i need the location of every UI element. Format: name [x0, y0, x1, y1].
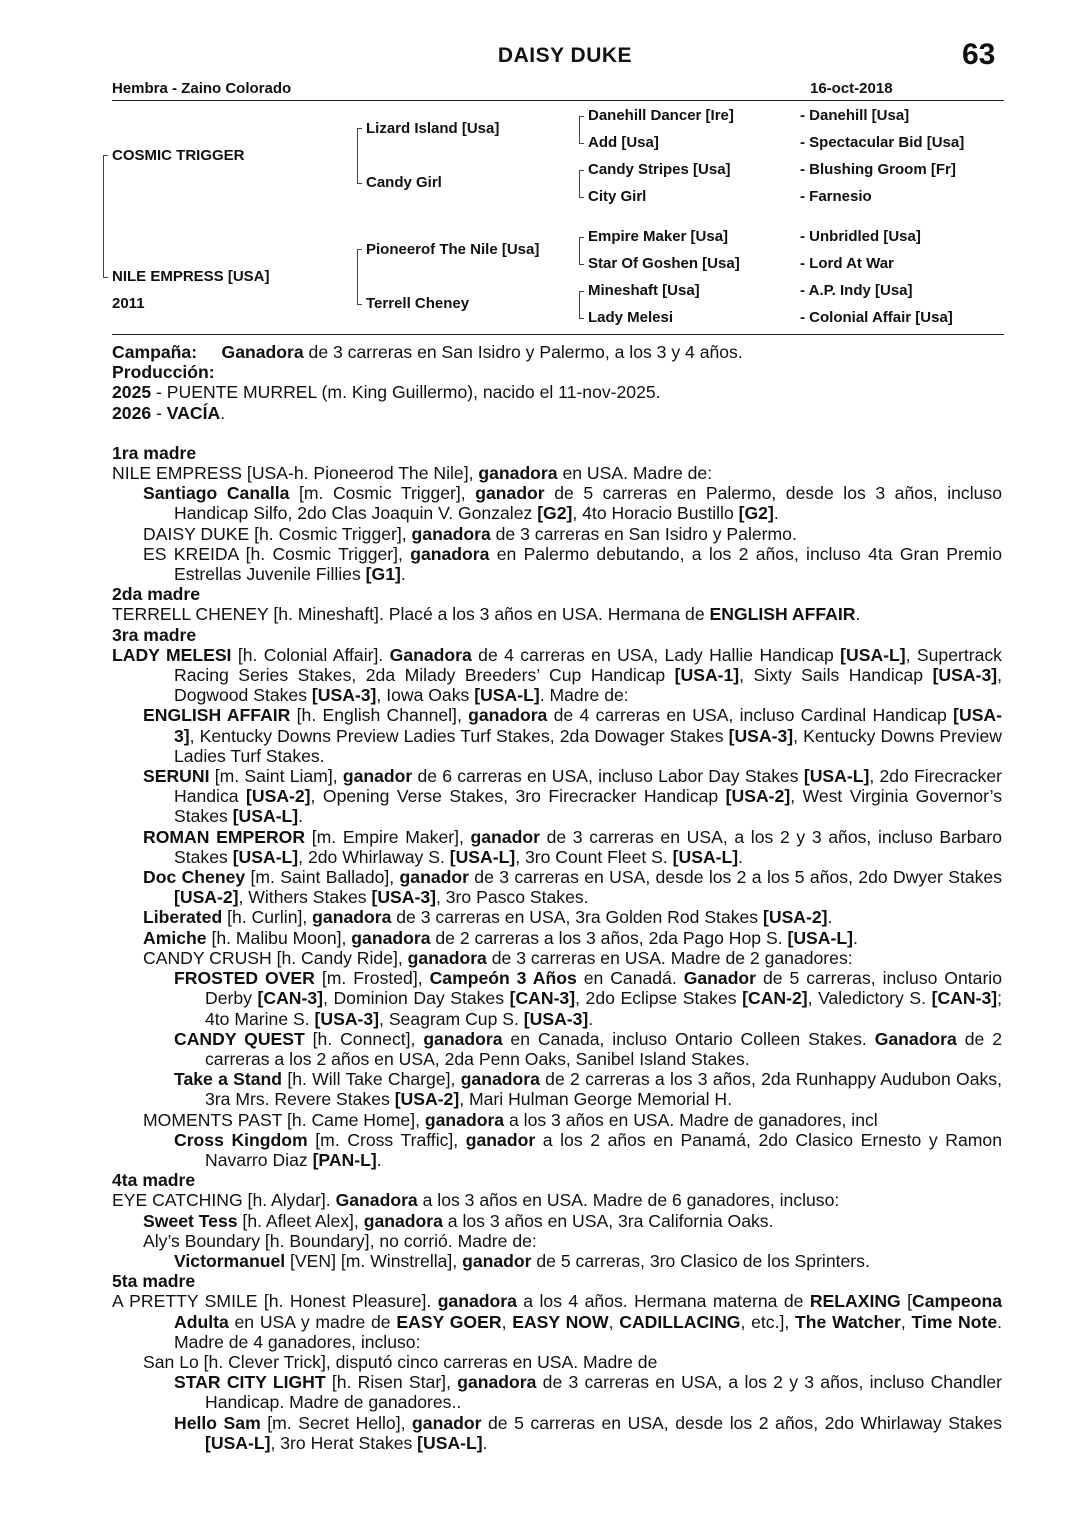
- m2-a: TERRELL CHENEY [h. Mineshaft]. Placé a los 3 años en USA. Hermana de: [112, 604, 710, 625]
- sire-sire: Lizard Island [Usa]: [366, 120, 500, 137]
- campana-line: [112, 342, 1002, 362]
- ts-a: [h. Will Take Charge],: [282, 1069, 461, 1090]
- li-e: .: [827, 907, 833, 928]
- produccion-label: [112, 362, 1002, 382]
- entry-moments-past: [112, 1110, 1002, 1130]
- entry-victormanuel: [112, 1251, 1002, 1271]
- sc-g1: [G2]: [537, 503, 573, 524]
- dc-g2: [USA-3]: [371, 887, 436, 908]
- ek-e: .: [400, 564, 406, 585]
- lm-g2: [USA-1]: [674, 665, 740, 686]
- se-g1: [USA-L]: [803, 766, 870, 787]
- horse-name-title: DAISY DUKE: [497, 44, 633, 67]
- heading-1ra-madre: 1ra madre: [112, 442, 197, 463]
- entry-daisy-duke: [112, 524, 1002, 544]
- sc-g2: [G2]: [738, 503, 774, 524]
- re-n: ROMAN EMPEROR: [143, 826, 306, 847]
- m2-e: .: [855, 604, 861, 625]
- ped-dsdd: - Lord At War: [800, 255, 894, 272]
- bracket-g3-b: [579, 170, 584, 198]
- am-e: .: [852, 927, 858, 948]
- entry-santiago-canalla: [112, 483, 1002, 523]
- m5-j: EASY NOW: [512, 1311, 609, 1332]
- fo-g5: [USA-3]: [314, 1008, 380, 1029]
- ck-n: Cross Kingdom: [174, 1129, 308, 1150]
- dd-a: DAISY DUKE [h. Cosmic Trigger],: [143, 523, 412, 544]
- entry-es-kreida: [112, 544, 1002, 584]
- campana-label: Campaña:: [112, 342, 198, 362]
- st-n: Sweet Tess: [143, 1210, 238, 1231]
- cc-c: de 3 carreras en USA. Madre de 2 ganadores:: [486, 947, 853, 968]
- lm-e: , Sixty Sails Handicap: [739, 665, 933, 686]
- entry-doc-cheney: [112, 867, 1002, 907]
- scl-a: [h. Risen Star],: [325, 1372, 458, 1393]
- m5-d: RELAXING: [809, 1291, 901, 1312]
- ck-a: [m. Cross Traffic],: [307, 1129, 466, 1150]
- ts-g: [USA-2]: [394, 1089, 460, 1110]
- st-b: ganadora: [363, 1210, 443, 1231]
- entry-san-lo: [112, 1352, 1002, 1372]
- hs-g2: [USA-L]: [417, 1432, 483, 1453]
- bracket-g3-a: [579, 116, 584, 144]
- dc-n: Doc Cheney: [143, 867, 246, 888]
- produccion-2026-status: VACÍA: [166, 402, 221, 423]
- bracket-dam-parents: [357, 249, 362, 305]
- ea-g2: [USA-3]: [728, 725, 794, 746]
- sire-dam: Candy Girl: [366, 174, 442, 191]
- m5-b: ganadora: [437, 1291, 517, 1312]
- se-g4: [USA-L]: [232, 806, 299, 827]
- ped-sds: Candy Stripes [Usa]: [588, 161, 731, 178]
- m5-l: CADILLACING: [619, 1311, 741, 1332]
- lm-b: Ganadora: [389, 644, 472, 665]
- dc-c: de 3 carreras en USA, desde los 2 a los 5 años, 2do Dwyer Stakes: [468, 867, 1002, 888]
- m5-h: EASY GOER: [396, 1311, 502, 1332]
- lm-g4: [USA-3]: [311, 685, 377, 706]
- vm-b: ganador: [462, 1250, 532, 1271]
- lm-g5: [USA-L]: [474, 685, 540, 706]
- se-e: , Opening Verse Stakes, 3ro Firecracker Handicap: [310, 786, 726, 807]
- cc-b: ganadora: [407, 947, 487, 968]
- lm-h: , Iowa Oaks: [376, 685, 475, 706]
- re-c: de 3 carreras en USA, a los 2 y 3 años, incluso Barbaro Stakes: [174, 826, 1002, 867]
- scl-b: ganadora: [457, 1372, 537, 1393]
- ek-c: en Palermo debutando, a los 2 años, incluso 4ta Gran Premio Estrellas Juvenile Fillies: [174, 543, 1002, 585]
- dc-e: , 3ro Pasco Stakes.: [436, 887, 589, 908]
- pedigree-divider: [112, 334, 1004, 335]
- dam-sire: Pioneerof The Nile [Usa]: [366, 241, 540, 258]
- entry-star-city-light: [112, 1372, 1002, 1412]
- entry-cross-kingdom: [112, 1130, 1002, 1170]
- m5-c: a los 4 años. Hermana materna de: [516, 1291, 810, 1312]
- am-a: [h. Malibu Moon],: [206, 927, 352, 948]
- hs-e: .: [482, 1432, 488, 1453]
- ped-ssss: - Danehill [Usa]: [800, 107, 910, 124]
- ped-dddd: - Colonial Affair [Usa]: [800, 309, 953, 326]
- ab-a: Aly’s Boundary [h. Boundary], no corrió. Madre de:: [143, 1230, 537, 1251]
- ck-e: .: [376, 1149, 382, 1170]
- cc-a: CANDY CRUSH [h. Candy Ride],: [143, 947, 408, 968]
- cq-b2: Ganadora: [874, 1028, 957, 1049]
- sire: COSMIC TRIGGER: [112, 147, 245, 164]
- fo-j: , Seagram Cup S.: [379, 1008, 524, 1029]
- year-2025: 2025: [112, 382, 152, 403]
- produccion-2025: [112, 382, 1002, 402]
- fo-d: de 5 carreras, incluso Ontario Derby: [205, 968, 1002, 1009]
- li-b: ganadora: [312, 907, 392, 928]
- entry-amiche: [112, 928, 1002, 948]
- cq-d: de 2 carreras a los 2 años en USA, 2da Penn Oaks, Sanibel Island Stakes.: [205, 1028, 1002, 1069]
- lm-f: , Dogwood Stakes: [174, 665, 1002, 706]
- entry-hello-sam: [112, 1413, 1002, 1453]
- lm-g1: [USA-L]: [840, 644, 906, 665]
- sex-color: Hembra - Zaino Colorado: [112, 80, 292, 97]
- fo-n: FROSTED OVER: [174, 968, 315, 989]
- dc-g1: [USA-2]: [174, 887, 239, 908]
- fo-i: ; 4to Marine S.: [205, 988, 1002, 1029]
- ped-dds: Mineshaft [Usa]: [588, 282, 700, 299]
- re-g3: [USA-L]: [672, 846, 739, 867]
- dc-a: [m. Saint Ballado],: [245, 867, 400, 888]
- ck-c: a los 2 años en Panamá, 2do Clasico Ernesto y Ramon Navarro Diaz: [205, 1129, 1002, 1170]
- fo-g2: [CAN-3]: [509, 988, 576, 1009]
- se-f: , West Virginia Governor’s Stakes: [174, 786, 1002, 827]
- fo-a: [m. Frosted],: [314, 968, 430, 989]
- fo-e: , Dominion Day Stakes: [323, 988, 510, 1009]
- vm-n: Victormanuel: [174, 1250, 286, 1271]
- m4-c: a los 3 años en USA. Madre de 6 ganadores, incluso:: [417, 1190, 840, 1211]
- re-b: ganador: [470, 826, 540, 847]
- bracket-gen1-bottom: [103, 155, 108, 278]
- sc-d: , 4to Horacio Bustillo: [572, 503, 739, 524]
- ped-sss: Danehill Dancer [Ire]: [588, 107, 734, 124]
- m5-q: . Madre de 4 ganadores, incluso:: [174, 1311, 1003, 1352]
- entry-alys-boundary: [112, 1231, 1002, 1251]
- m4-b: Ganadora: [335, 1190, 418, 1211]
- ts-d: , Mari Hulman George Memorial H.: [459, 1089, 732, 1110]
- m2-line: [112, 604, 1002, 624]
- m5-g: en USA y madre de: [228, 1311, 397, 1332]
- li-g: [USA-2]: [763, 907, 828, 928]
- spacer: [112, 423, 1002, 443]
- am-c: de 2 carreras a los 3 años, 2da Pago Hop S.: [430, 927, 788, 948]
- dam-dam: Terrell Cheney: [366, 295, 470, 312]
- ped-ddd: Lady Melesi: [588, 309, 674, 326]
- sc-e: .: [773, 503, 779, 524]
- entry-lady-melesi: [112, 645, 1002, 706]
- se-c: de 6 carreras en USA, incluso Labor Day Stakes: [412, 766, 804, 787]
- hs-n: Hello Sam: [174, 1412, 261, 1433]
- ped-sddd: - Farnesio: [800, 188, 872, 205]
- ck-g: [PAN-L]: [312, 1149, 377, 1170]
- bracket-g3-c: [579, 237, 584, 265]
- m5-i: ,: [501, 1311, 513, 1332]
- li-n: Liberated: [143, 907, 223, 928]
- st-a: [h. Afleet Alex],: [237, 1210, 364, 1231]
- se-g3: [USA-2]: [725, 786, 791, 807]
- scl-c: de 3 carreras en USA, a los 2 y 3 años, incluso Chandler Handicap. Madre de ganadores..: [205, 1372, 1002, 1413]
- fo-g6: [USA-3]: [523, 1008, 589, 1029]
- cq-n: CANDY QUEST: [174, 1028, 305, 1049]
- ea-b: ganadora: [468, 705, 548, 726]
- ped-dsd: Star Of Goshen [Usa]: [588, 255, 740, 272]
- lm-c: de 4 carreras en USA, Lady Hallie Handicap: [471, 644, 841, 665]
- entry-english-affair: [112, 705, 1002, 766]
- am-b: ganadora: [351, 927, 431, 948]
- hs-b: ganador: [412, 1412, 482, 1433]
- entry-liberated: [112, 907, 1002, 927]
- m2-b: ENGLISH AFFAIR: [709, 604, 856, 625]
- dam: NILE EMPRESS [USA]: [112, 268, 270, 285]
- header-divider: [112, 100, 1004, 101]
- sl-a: San Lo [h. Clever Trick], disputó cinco carreras en USA. Madre de: [143, 1351, 658, 1372]
- se-d: , 2do Firecracker Handica: [174, 766, 1002, 807]
- m4-line: [112, 1190, 1002, 1210]
- dc-d: , Withers Stakes: [238, 887, 372, 908]
- m1-line: [112, 463, 1002, 483]
- sc-b: ganador: [475, 483, 545, 504]
- se-b: ganador: [342, 766, 413, 787]
- heading-4ta-madre: 4ta madre: [112, 1170, 196, 1191]
- produccion-2026: [112, 403, 1002, 423]
- produccion-2026-end: .: [220, 402, 226, 423]
- fo-c: en Canadá.: [576, 968, 684, 989]
- m1-a: NILE EMPRESS [USA-h. Pioneerod The Nile],: [112, 463, 479, 484]
- sc-n: Santiago Canalla: [143, 483, 290, 504]
- entry-candy-quest: [112, 1029, 1002, 1069]
- ped-ssd: Add [Usa]: [588, 134, 659, 151]
- produccion-label-text: Producción:: [112, 362, 215, 383]
- campana-result: Ganadora: [221, 342, 304, 362]
- ek-g: [G1]: [365, 564, 401, 585]
- lm-n: LADY MELESI: [112, 644, 232, 665]
- fo-b: Campeón 3 Años: [429, 968, 577, 989]
- ea-g1: [USA-3]: [174, 705, 1002, 746]
- m5-n: The Watcher: [795, 1311, 901, 1332]
- ea-d: , Kentucky Downs Preview Ladies Turf Stakes, 2da Dowager Stakes: [189, 725, 729, 746]
- m1-b: ganadora: [478, 463, 558, 484]
- scl-n: STAR CITY LIGHT: [174, 1372, 326, 1393]
- year-2026: 2026: [112, 402, 152, 423]
- heading-5ta-madre: 5ta madre: [112, 1271, 196, 1292]
- ea-a: [h. English Channel],: [290, 705, 469, 726]
- st-c: a los 3 años en USA, 3ra California Oaks.: [442, 1210, 774, 1231]
- re-a: [m. Empire Maker],: [305, 826, 471, 847]
- lm-d: , Supertrack Racing Series Stakes, 2da Milady Breeders’ Cup Handicap: [174, 644, 1002, 686]
- ped-sdd: City Girl: [588, 188, 647, 205]
- am-g: [USA-L]: [787, 927, 853, 948]
- ck-b: ganador: [465, 1129, 536, 1150]
- hs-c: de 5 carreras en USA, desde los 2 años, 2do Whirlaway Stakes: [481, 1412, 1002, 1433]
- li-c: de 3 carreras en USA, 3ra Golden Rod Stakes: [391, 907, 763, 928]
- ea-e: , Kentucky Downs Preview Ladies Turf Stakes.: [174, 725, 1002, 766]
- sc-a: [m. Cosmic Trigger],: [289, 483, 476, 504]
- lm-i: . Madre de:: [539, 685, 629, 706]
- entry-roman-emperor: [112, 827, 1002, 867]
- m5-o: ,: [900, 1311, 912, 1332]
- vm-a: [VEN] [m. Winstrella],: [285, 1250, 463, 1271]
- cq-a: [h. Connect],: [304, 1028, 424, 1049]
- entry-candy-crush: [112, 948, 1002, 968]
- se-h: .: [298, 806, 304, 827]
- m5-e: [: [900, 1291, 913, 1312]
- cq-c: en Canada, incluso Ontario Colleen Stakes.: [502, 1028, 875, 1049]
- m5-line: [112, 1291, 1002, 1352]
- mp-b: ganadora: [424, 1109, 505, 1130]
- dd-c: de 3 carreras en San Isidro y Palermo.: [490, 523, 797, 544]
- ped-ssdd: - Spectacular Bid [Usa]: [800, 134, 965, 151]
- entry-seruni: [112, 766, 1002, 827]
- m5-f: Campeona Adulta: [174, 1291, 1002, 1332]
- re-f: .: [738, 846, 744, 867]
- cq-b: ganadora: [423, 1028, 503, 1049]
- m1-c: en USA. Madre de:: [557, 463, 713, 484]
- hs-g1: [USA-L]: [205, 1432, 271, 1453]
- produccion-2025-text: - PUENTE MURREL (m. King Guillermo), nacido el 11-nov-2025.: [151, 382, 661, 403]
- li-a: [h. Curlin],: [222, 907, 313, 928]
- fo-f: , 2do Eclipse Stakes: [575, 988, 743, 1009]
- m5-m: , etc.],: [740, 1311, 796, 1332]
- fo-g1: [CAN-3]: [257, 988, 323, 1009]
- catalog-body: [112, 342, 1002, 1453]
- entry-frosted-over: [112, 968, 1002, 1029]
- lm-a: [h. Colonial Affair].: [231, 644, 390, 665]
- dam-year: 2011: [112, 295, 145, 312]
- m5-a: A PRETTY SMILE [h. Honest Pleasure].: [112, 1291, 438, 1312]
- hs-a: [m. Secret Hello],: [260, 1412, 413, 1433]
- fo-h: , Valedictory S.: [807, 988, 932, 1009]
- dc-b: ganador: [399, 867, 469, 888]
- am-n: Amiche: [143, 927, 207, 948]
- ek-b: ganadora: [410, 543, 490, 564]
- bracket-g3-d: [579, 291, 584, 319]
- campana-text: de 3 carreras en San Isidro y Palermo, a los 3 y 4 años.: [303, 342, 743, 362]
- se-g2: [USA-2]: [246, 786, 311, 807]
- se-n: SERUNI: [143, 766, 210, 787]
- re-g1: [USA-L]: [232, 846, 299, 867]
- entry-take-a-stand: [112, 1069, 1002, 1109]
- ped-dsss: - Unbridled [Usa]: [800, 228, 921, 245]
- ea-c: de 4 carreras en USA, incluso Cardinal Handicap: [547, 705, 954, 726]
- page-number: 63: [962, 38, 996, 71]
- fo-g3: [CAN-2]: [742, 988, 808, 1009]
- heading-3ra-madre: 3ra madre: [112, 624, 197, 645]
- ts-c: de 2 carreras a los 3 años, 2da Runhappy Audubon Oaks, 3ra Mrs. Revere Stakes: [205, 1069, 1002, 1110]
- entry-sweet-tess: [112, 1211, 1002, 1231]
- fo-k: .: [588, 1008, 594, 1029]
- m5-p: Time Note: [911, 1311, 998, 1332]
- ped-ddss: - A.P. Indy [Usa]: [800, 282, 913, 299]
- sc-c: de 5 carreras en Palermo, desde los 3 años, incluso Handicap Silfo, 2do Clas Joaquin V. Gonzalez: [174, 483, 1003, 524]
- produccion-2026-sep: -: [151, 402, 167, 423]
- ped-sdss: - Blushing Groom [Fr]: [800, 161, 956, 178]
- ea-n: ENGLISH AFFAIR: [143, 705, 291, 726]
- re-g2: [USA-L]: [449, 846, 516, 867]
- mp-c: a los 3 años en USA. Madre de ganadores, incl: [504, 1109, 878, 1130]
- ek-a: ES KREIDA [h. Cosmic Trigger],: [143, 543, 411, 564]
- heading-2da-madre: 2da madre: [112, 584, 201, 605]
- m5-k: ,: [608, 1311, 620, 1332]
- mp-a: MOMENTS PAST [h. Came Home],: [143, 1109, 425, 1130]
- fo-g4: [CAN-3]: [931, 988, 998, 1009]
- bracket-sire-parents: [357, 128, 362, 184]
- re-e: , 3ro Count Fleet S.: [515, 846, 673, 867]
- birth-date: 16-oct-2018: [810, 80, 893, 97]
- dd-b: ganadora: [411, 523, 491, 544]
- fo-b2: Ganador: [683, 968, 757, 989]
- hs-d: , 3ro Herat Stakes: [270, 1432, 418, 1453]
- m4-a: EYE CATCHING [h. Alydar].: [112, 1190, 336, 1211]
- se-a: [m. Saint Liam],: [209, 766, 343, 787]
- ts-b: ganadora: [460, 1069, 540, 1090]
- lm-g3: [USA-3]: [932, 665, 998, 686]
- ts-n: Take a Stand: [174, 1069, 283, 1090]
- re-d: , 2do Whirlaway S.: [298, 846, 450, 867]
- ped-dss: Empire Maker [Usa]: [588, 228, 729, 245]
- vm-c: de 5 carreras, 3ro Clasico de los Sprinters.: [531, 1250, 870, 1271]
